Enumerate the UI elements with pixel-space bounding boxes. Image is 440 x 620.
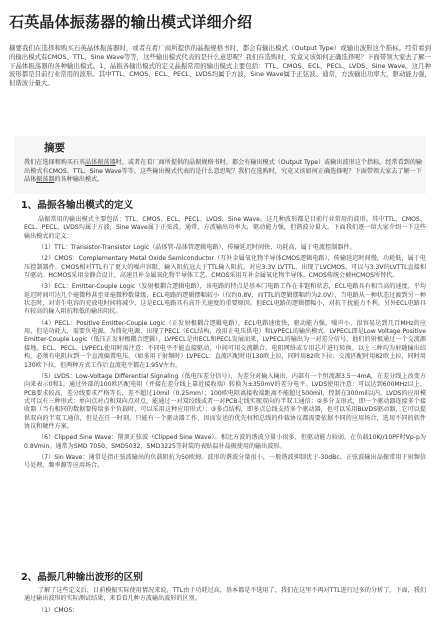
section-body-differences xyxy=(24,587,426,618)
abstract-text-before: 我们在选择和购买石英 xyxy=(24,159,86,166)
paragraph-cmos: （2）CMOS：Complementary Metal Oxide Semiconductor（互补金属氧化物半导体CMOS逻辑电路），传输延迟时间慢，功耗低，属于电压控制器件。CMOS相对TTL有了更大的噪声容限，输入阻抗远大于TTL输入阻抗。对应3.3V LVTTL，出现了LVCMOS，可以与3.3V的LVTTL直接相互驱动。HCMOS采用金静合设计，高速且补金属氧化物半导体工艺，CMOS采用互补金属氧化物半导体。CMOS传统会被HCMOS所替代。 xyxy=(24,255,426,280)
paragraph-ecl: （3）ECL：Emitter-Couple Logic（发射极耦合逻辑电路），该电路的特点是基本门电路工作在非饱和状态，ECL电路具有相当高的速度。平均延迟时间可达几个毫微秒甚至亚毫微秒数量级，ECL电路的逻辑摆幅较小（仅约0.8V，而TTL的逻辑摆幅约为2.0V），当电路从一种状态过渡到另一种状态时，对寄生电容的充放电时间将减少，这是ECL电路具有高开关速度的重要原因。但ECL电路的逻辑摆幅小，对抗干扰能力不利。另外ECL电路具有较高的输入阻抗和低的输出阻抗。 xyxy=(24,283,426,316)
abstract-paragraph xyxy=(24,159,422,185)
section-body-definitions xyxy=(24,216,426,474)
paragraph-differences-intro: 了解了这些定义后，目前模振实际使用情况来说，TTL由于功耗过高，基本都是不选用了，我们在这里不再对TTL进行过多的分析了。下面，我们通过输出波形的实际测试结果，来看看几种方波输出波形的区别。 xyxy=(24,587,426,603)
abstract-text xyxy=(24,159,422,185)
abstract-link-oscillator[interactable]: 振荡器 xyxy=(36,176,55,184)
section-heading-definitions: 1、晶振各输出模式的定义 xyxy=(21,200,134,211)
section-heading-differences: 2、晶振几种输出波形的区别 xyxy=(21,572,143,583)
abstract-link-crystal-oscillator[interactable]: 晶体振荡器 xyxy=(85,159,116,166)
abstract-title: 摘要 xyxy=(44,142,65,154)
summary-block xyxy=(9,44,431,88)
summary-text: 摘要我们在选择和购买石英晶体振荡器时，或者在看厂商所提供的晶振规格书时，都会有输出模式（Output Type）或输出波形这个指标。经常看到的输出模式有CMOS、TTL、Sine Wave等等，这些输出模式代表的是什么意思呢？我们在选购时，究竟又该如何正确选择呢？下面带领大家去了解一下晶体振荡器的各种输出模式。1、晶振各输出模式的定义晶振常用的输出模式主要包括：TTL、CMOS、ECL、PECL、LVDS、Sine Wave。这几种波形都是目前行业常用的波形。其中TTL、CMOS、ECL、PECL、LVDS均属于方波，Sine Wave属于正弦波。通常，方波输出功率大，驱动能力强，但谐波分量大。 xyxy=(9,44,431,88)
paragraph-ttl: （1）TTL：Transistor-Transistor Logic（晶体管-晶体管逻辑电路），传输延迟时间快、功耗高，属于电流控制器件。 xyxy=(38,244,356,252)
paragraph-sine: （7）Sin Wave：通常是指正弦波输出的负载阻抗为50欧姆。波形的谐波分量很小，一般谐波抑制优于-30dBc。正弦波输出晶振常用于射频信号处理、频率源等应用场合。 xyxy=(24,453,426,470)
paragraph-intro: 晶振常用的输出模式主要包括：TTL、CMOS、ECL、PECL、LVDS、Sine Wave。这几种波形都是目前行业常用的波形。其中TTL、CMOS、ECL、PECL、LVDS均属于方波，Sine Wave属于正弦波。通常，方波输出功率大，驱动能力强，但谐波分量大。下面我们逐一给大家介绍一下这些输出模式的定义： xyxy=(24,216,426,240)
page-title: 石英晶体振荡器的输出模式详细介绍 xyxy=(9,13,253,31)
abstract-text-after: 的各种输出模式。 xyxy=(54,176,104,184)
paragraph-cmos-waveform: （1）CMOS： xyxy=(38,606,79,614)
paragraph-lvds: （5）LVDS：Low-Voltage Differential Signaling（低电压差分信号），为差分对输入输出，内部有一个恒流源3.5～4mA，在差分线上改变方向来表示0和1。通过外部的100欧匹配电阻（并接在差分线上靠近接收端）转换为±350mV的差分电平。LVDS使用注意：可以达到600MHz以上，PCB要求较高，差分线要求严格等长，差不超过10mil（0.25mm）；100欧电阻离接收端距离不能超过500mil，控制在300mil以内。LVDS的应用模式可以有三种形式：单向点对点和双向点对点，能通过一对双绞线或者一对PCB走线实现双向的半双工通信；②多分支形式，即一个驱动器连接多个接收器（当有相同的数据要传给多个负载时，可以采用这种应用形式）；③多点结构，即多点总线支持多个驱动器，也可以采用BLVDS驱动器，它可以提供双向的半双工通信，但是在任一时刻，只能有一个驱动器工作，因而发送的优先权和总线的仲裁协议都需要依据不同的应用场合，选用不同的软件协议和硬件方案。 xyxy=(24,372,426,430)
paragraph-clipped-sine: （6）Clipped Sine Wave：削顶正弦波（Clipped Sine Wave）。相比方波的谐波分量小很多，但驱动能力较弱，在负载10K//10PF时Vp-p为0.8Vmin。通常为SMD 7050、SMD5032、SMD3225等封装的表贴温补晶振使用的输出波形。 xyxy=(24,434,426,450)
paragraph-pecl: （4）PECL：Positive Emitter-Couple Logic（正发射极耦合逻辑电路），ECL电路速度快，驱动能力强，噪声小，很容易达到几百MHz的应用，但是功耗大，需要负电源。为简化电源，出现了PECL（ECL结构，改用正电压供电）和LVPECL的输出模式。LVPECL即是Low Voltage Positive Emitter-Couple Logic（低压正发射极耦合逻辑），LVPECL是由ECL和PECL发展而来，LVPECL的输出为一对差分信号，他们的射极通过一个交流源接地。ECL、PECL、LVPECL使用时需注意：不同电平不能直接驱动，中间可用交流耦合、电阻网络或专用芯片进行转换。以上三种均为射随输出结构，必须有电阻拉到一个直流偏置电压。（如多用于射频时）LVPECL：直流匹配时用130欧上拉，同时用82欧下拉；交流匹配时用82欧上拉，同时用130欧下拉，但两种方式工作后直流电平都在1.95V左右。 xyxy=(24,319,426,369)
abstract-text-mid: 时，或者在看厂商所提供的晶振规格书时，都会有输出模式（Output Type）或输出波形这个指标。经常看到的输出模式有CMOS、TTL、Sine Wave等等，这些输出模式代表的是什么意思呢？我们在选购时，究竟又该如何正确选择呢？下面带领大家去了解一下晶体 xyxy=(24,159,423,184)
